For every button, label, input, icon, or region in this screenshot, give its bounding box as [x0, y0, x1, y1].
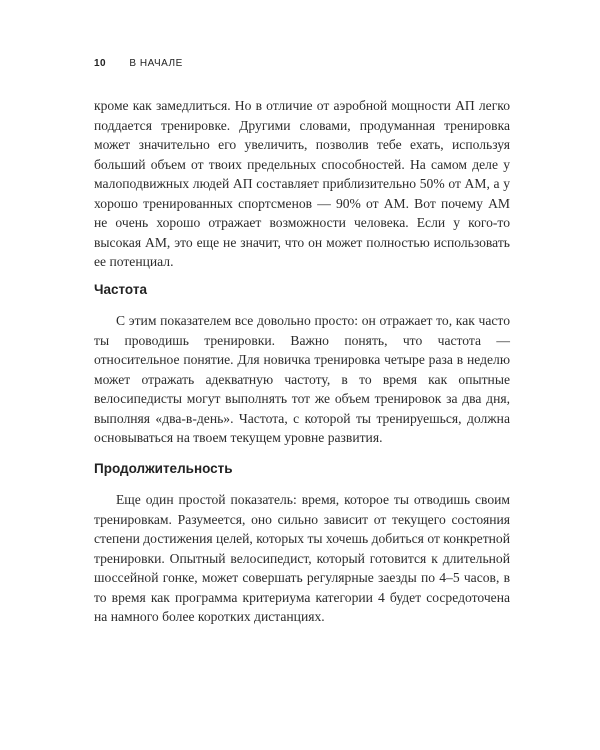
section-heading-frequency: Частота	[94, 282, 147, 297]
continuation-paragraph: кроме как замедлиться. Но в отличие от аэробной мощности АП легко поддается тренировке. Другими словами, продуманная тренировка может значительно его увеличить, позволив тебе ехать, используя больший объем от твоих предельных способностей. На самом деле у малоподвижных людей АП составляет приблизительно 50% от АМ, а у хорошо тренированных спортсменов — 90% от АМ. Вот почему АМ не очень хорошо отражает возможности человека. Если у кого-то высокая АМ, это еще не значит, что он может полностью использовать ее потенциал.	[94, 98, 510, 269]
running-head	[94, 58, 183, 69]
chapter-title: В НАЧАЛЕ	[129, 58, 183, 69]
section-heading-duration: Продолжительность	[94, 461, 233, 476]
paragraph-frequency: С этим показателем все довольно просто: он отражает то, как часто ты проводишь тренировки. Важно понять, что частота — относительное понятие. Для новичка тренировка четыре раза в неделю может отражать адекватную частоту, в то время как опытные велосипедисты могут выполнять тот же объем тренировок за два дня, выполняя «два-в-день». Частота, с которой ты тренируешься, должна основываться на твоем текущем уровне развития.	[94, 313, 510, 445]
page-number: 10	[94, 58, 107, 69]
paragraph-duration: Еще один простой показатель: время, которое ты отводишь своим тренировкам. Разумеется, оно сильно зависит от текущего состояния степени достижения целей, которых ты хочешь добиться от конкретной тренировки. Опытный велосипедист, который готовится к длительной шоссейной гонке, может совершать регулярные заезды по 4–5 часов, в то время как программа критериума категории 4 будет сосредоточена на намного более коротких дистанциях.	[94, 492, 510, 624]
